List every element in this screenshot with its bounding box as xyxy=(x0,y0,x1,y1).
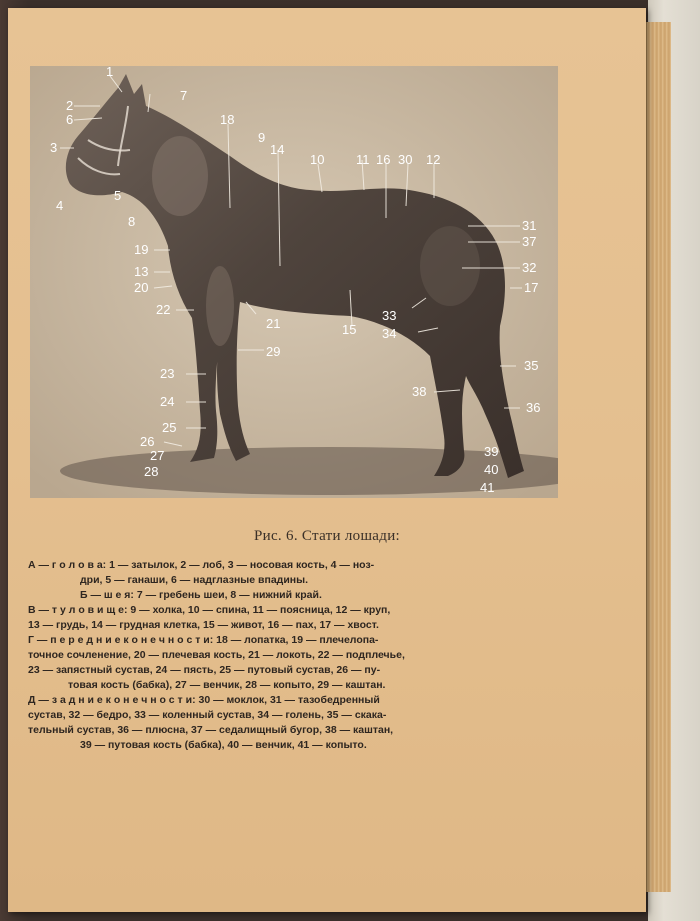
label-38: 38 xyxy=(412,384,427,399)
label-14: 14 xyxy=(270,142,285,157)
legend-line: тельный сустав, 36 — плюсна, 37 — седалищный бугор, 38 — каштан, xyxy=(28,724,394,736)
legend-line: В — т у л о в и щ е: 9 — холка, 10 — спина, 11 — поясница, 12 — круп, xyxy=(28,604,391,616)
label-17: 17 xyxy=(524,280,539,295)
legend-line: А — г о л о в а: 1 — затылок, 2 — лоб, 3 — носовая кость, 4 — ноз- xyxy=(28,559,375,571)
label-19: 19 xyxy=(134,242,149,257)
legend-line: сустав, 32 — бедро, 33 — коленный сустав, 34 — голень, 35 — скака- xyxy=(28,709,387,721)
legend-line: 13 — грудь, 14 — грудная клетка, 15 — живот, 16 — пах, 17 — хвост. xyxy=(28,619,379,631)
label-41: 41 xyxy=(480,480,495,495)
label-36: 36 xyxy=(526,400,541,415)
legend-line: 39 — путовая кость (бабка), 40 — венчик, 41 — копыто. xyxy=(80,739,367,751)
label-4: 4 xyxy=(56,198,64,213)
label-7: 7 xyxy=(180,88,188,103)
label-31: 31 xyxy=(522,218,537,233)
label-11: 11 xyxy=(356,152,370,167)
label-9: 9 xyxy=(258,130,266,145)
label-22: 22 xyxy=(156,302,171,317)
label-8: 8 xyxy=(128,214,136,229)
label-25: 25 xyxy=(162,420,177,435)
label-23: 23 xyxy=(160,366,175,381)
horse-figure xyxy=(30,66,558,498)
label-29: 29 xyxy=(266,344,281,359)
label-18: 18 xyxy=(220,112,235,127)
horse-illustration xyxy=(30,66,558,498)
legend-line: дри, 5 — ганаши, 6 — надглазные впадины. xyxy=(80,574,309,586)
figure-caption: Рис. 6. Стати лошади: xyxy=(254,528,400,544)
book-page xyxy=(8,8,646,912)
label-21: 21 xyxy=(266,316,281,331)
label-1: 1 xyxy=(106,66,114,79)
label-13: 13 xyxy=(134,264,149,279)
legend-line: Г — п е р е д н и е к о н е ч н о с т и: 18 — лопатка, 19 — плечелопа- xyxy=(28,634,379,646)
label-10: 10 xyxy=(310,152,325,167)
label-33: 33 xyxy=(382,308,397,323)
label-39: 39 xyxy=(484,444,499,459)
label-27: 27 xyxy=(150,448,165,463)
legend-line: точное сочленение, 20 — плечевая кость, 21 — локоть, 22 — подплечье, xyxy=(28,649,405,661)
label-28: 28 xyxy=(144,464,159,479)
label-35: 35 xyxy=(524,358,539,373)
label-37: 37 xyxy=(522,234,537,249)
label-40: 40 xyxy=(484,462,499,477)
label-32: 32 xyxy=(522,260,537,275)
label-20: 20 xyxy=(134,280,149,295)
legend-line: 23 — запястный сустав, 24 — пясть, 25 — путовый сустав, 26 — пу- xyxy=(28,664,381,676)
label-3: 3 xyxy=(50,140,58,155)
legend-line: Б — ш е я: 7 — гребень шеи, 8 — нижний край. xyxy=(80,589,322,601)
label-5: 5 xyxy=(114,188,122,203)
figure-legend xyxy=(28,558,568,753)
label-24: 24 xyxy=(160,394,175,409)
label-34: 34 xyxy=(382,326,397,341)
legend-line: товая кость (бабка), 27 — венчик, 28 — копыто, 29 — каштан. xyxy=(68,679,386,691)
legend-line: Д — з а д н и е к о н е ч н о с т и: 30 — моклок, 31 — тазобедренный xyxy=(28,694,380,706)
label-16: 16 xyxy=(376,152,391,167)
label-12: 12 xyxy=(426,152,441,167)
label-30: 30 xyxy=(398,152,413,167)
label-26: 26 xyxy=(140,434,155,449)
label-2: 2 xyxy=(66,98,74,113)
label-6: 6 xyxy=(66,112,74,127)
label-15: 15 xyxy=(342,322,357,337)
page-edges xyxy=(646,22,671,892)
